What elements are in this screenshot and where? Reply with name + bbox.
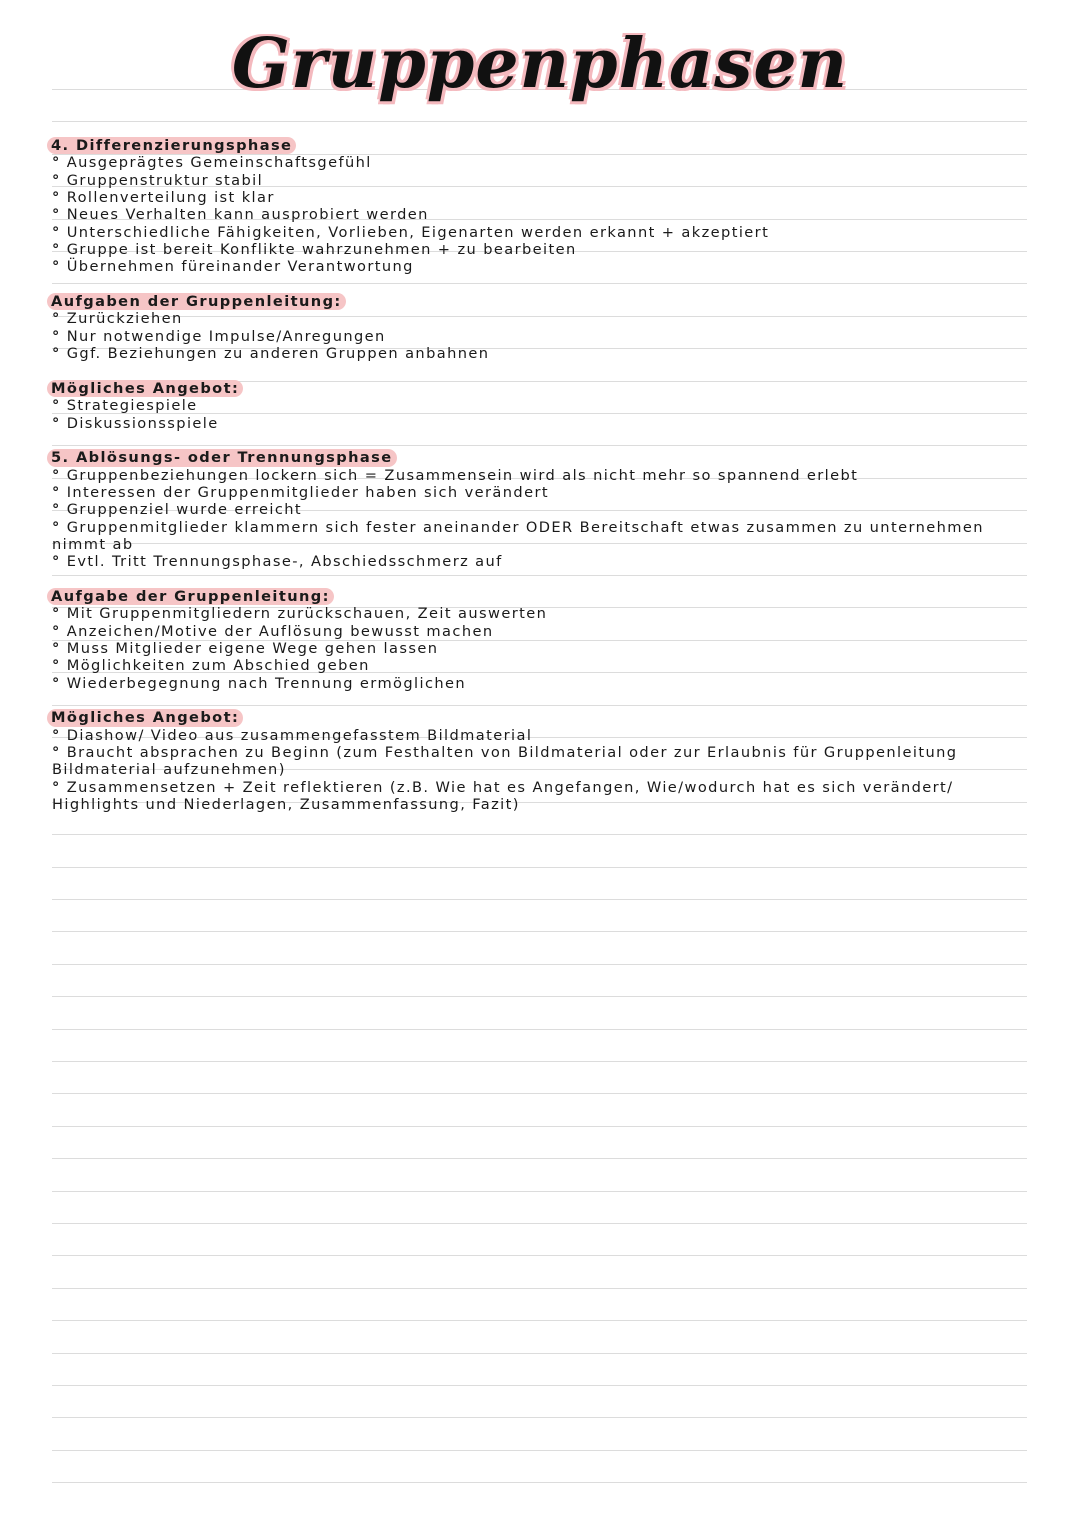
list-item: ° Muss Mitglieder eigene Wege gehen lassen [52,640,1027,657]
ruled-line [52,1353,1027,1354]
list-item: ° Gruppenziel wurde erreicht [52,501,1027,518]
list-item: ° Zusammensetzen + Zeit reflektieren (z.B. Wie hat es Angefangen, Wie/wodurch hat es sich verändert/ Highlights und Niederlagen, Zusammenfassung, Fazit) [52,779,1027,814]
ruled-line [52,834,1027,835]
ruled-line [52,1223,1027,1224]
ruled-line [52,1255,1027,1256]
list-item: ° Diskussionsspiele [52,415,1027,432]
ruled-line [52,1061,1027,1062]
ruled-line [52,121,1027,122]
section-heading: Mögliches Angebot: [47,380,243,397]
list-item: ° Unterschiedliche Fähigkeiten, Vorlieben, Eigenarten werden erkannt + akzeptiert [52,224,1027,241]
section-heading: Aufgaben der Gruppenleitung: [47,293,346,310]
section-aufgaben-gruppenleitung [52,293,1027,362]
list-item: ° Anzeichen/Motive der Auflösung bewusst machen [52,623,1027,640]
section-moegliches-angebot-2 [52,709,1027,813]
section-moegliches-angebot-1 [52,380,1027,432]
ruled-line [52,899,1027,900]
list-item: ° Möglichkeiten zum Abschied geben [52,657,1027,674]
section-heading: Mögliches Angebot: [47,709,243,726]
list-item: ° Neues Verhalten kann ausprobiert werden [52,206,1027,223]
page-title: Gruppenphasen [231,24,849,104]
ruled-line [52,867,1027,868]
list-item: ° Gruppe ist bereit Konflikte wahrzunehmen + zu bearbeiten [52,241,1027,258]
list-item: ° Zurückziehen [52,310,1027,327]
ruled-line [52,931,1027,932]
list-item: ° Evtl. Tritt Trennungsphase-, Abschiedsschmerz auf [52,553,1027,570]
ruled-line [52,996,1027,997]
list-item: ° Gruppenbeziehungen lockern sich = Zusammensein wird als nicht mehr so spannend erlebt [52,467,1027,484]
ruled-line [52,1029,1027,1030]
list-item: ° Interessen der Gruppenmitglieder haben sich verändert [52,484,1027,501]
ruled-line [52,1126,1027,1127]
section-trennungsphase [52,449,1027,570]
section-heading: 5. Ablösungs- oder Trennungsphase [47,449,397,466]
list-item: ° Gruppenmitglieder klammern sich fester aneinander ODER Bereitschaft etwas zusammen zu unternehmen nimmt ab [52,519,1027,554]
ruled-line [52,1320,1027,1321]
list-item: ° Ausgeprägtes Gemeinschaftsgefühl [52,154,1027,171]
ruled-line [52,1417,1027,1418]
list-item: ° Nur notwendige Impulse/Anregungen [52,328,1027,345]
list-item: ° Rollenverteilung ist klar [52,189,1027,206]
list-item: ° Mit Gruppenmitgliedern zurückschauen, Zeit auswerten [52,605,1027,622]
ruled-line [52,1191,1027,1192]
ruled-line [52,1385,1027,1386]
section-heading: 4. Differenzierungsphase [47,137,296,154]
list-item: ° Ggf. Beziehungen zu anderen Gruppen anbahnen [52,345,1027,362]
ruled-line [52,1093,1027,1094]
section-aufgabe-gruppenleitung [52,588,1027,692]
list-item: ° Wiederbegegnung nach Trennung ermöglichen [52,675,1027,692]
ruled-line [52,1158,1027,1159]
notes-body [52,137,1027,831]
list-item: ° Braucht absprachen zu Beginn (zum Festhalten von Bildmaterial oder zur Erlaubnis für Gruppenleitung Bildmaterial aufzunehmen) [52,744,1027,779]
list-item: ° Diashow/ Video aus zusammengefasstem Bildmaterial [52,727,1027,744]
ruled-line [52,1288,1027,1289]
list-item: ° Übernehmen füreinander Verantwortung [52,258,1027,275]
list-item: ° Gruppenstruktur stabil [52,172,1027,189]
ruled-line [52,964,1027,965]
section-differenzierungsphase [52,137,1027,276]
section-heading: Aufgabe der Gruppenleitung: [47,588,334,605]
ruled-line [52,1450,1027,1451]
list-item: ° Strategiespiele [52,397,1027,414]
ruled-line [52,1482,1027,1483]
